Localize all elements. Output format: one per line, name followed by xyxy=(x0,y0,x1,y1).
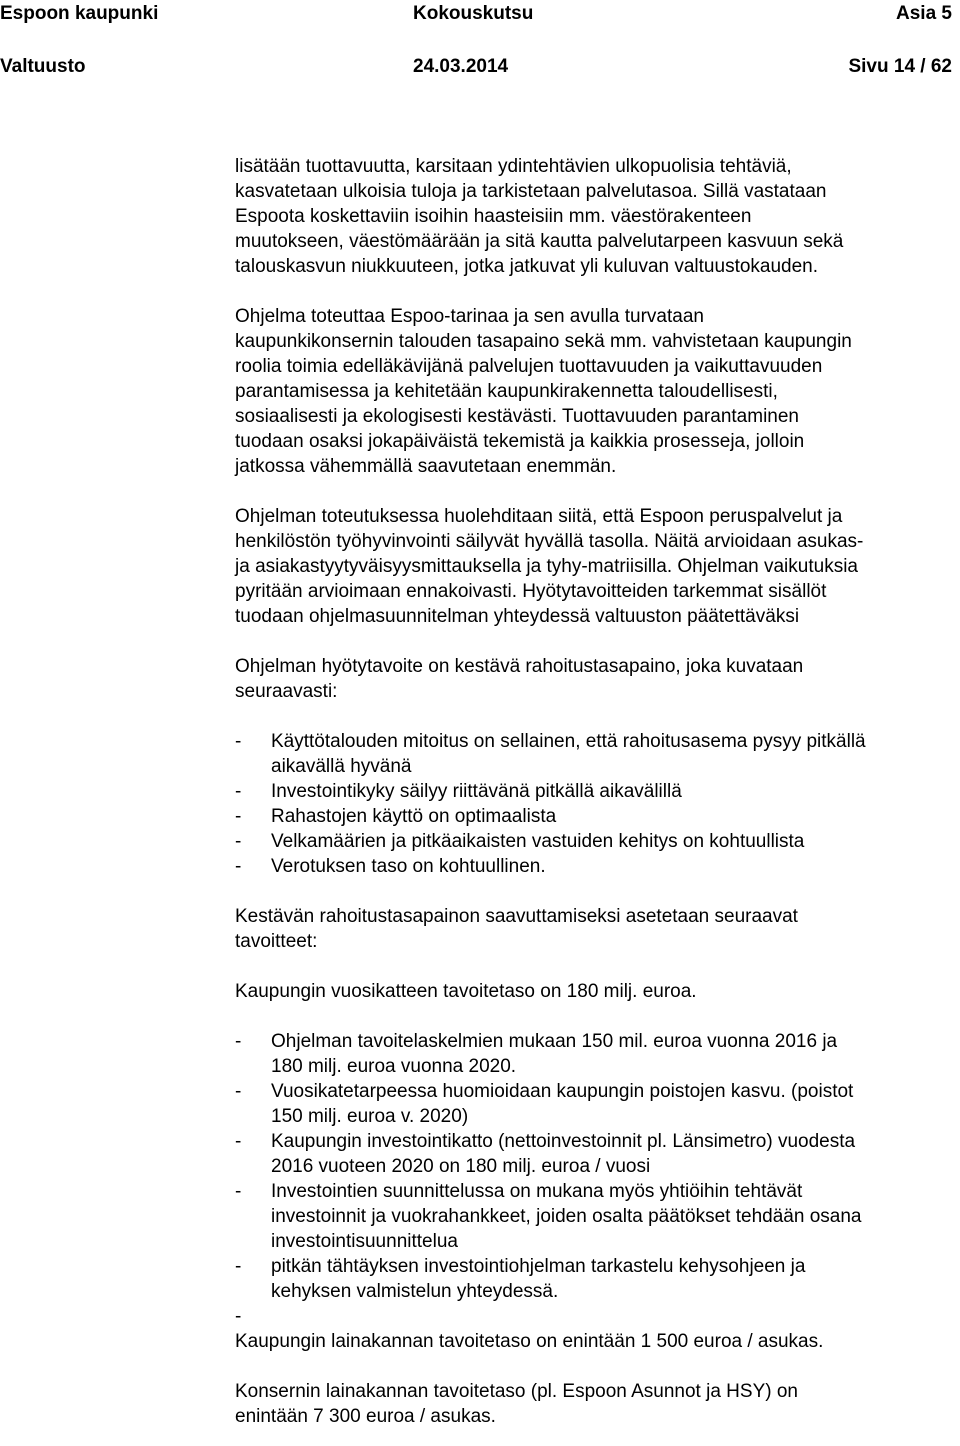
list-item-text: Verotuksen taso on kohtuullinen. xyxy=(271,856,546,877)
list-item xyxy=(235,1129,957,1179)
header-date: 24.03.2014 xyxy=(413,56,509,77)
goals-list xyxy=(235,729,957,879)
paragraph-4: Ohjelman hyötytavoite on kestävä rahoitustasapaino, joka kuvataan seuraavasti: xyxy=(235,656,804,702)
dash-marker: - xyxy=(235,1131,242,1152)
dash-marker: - xyxy=(235,1081,242,1102)
dash-marker: - xyxy=(235,1256,242,1277)
header-org: Espoon kaupunki xyxy=(0,3,159,24)
list-item xyxy=(235,729,957,779)
list-item-text: Ohjelman tavoitelaskelmien mukaan 150 mil. euroa vuonna 2016 ja 180 milj. euroa vuonna 2020. xyxy=(271,1031,838,1077)
list-item-text: Kaupungin investointikatto (nettoinvestoinnit pl. Länsimetro) vuodesta 2016 vuoteen 2020 on 180 milj. euroa / vuosi xyxy=(271,1131,856,1177)
list-item-text: pitkän tähtäyksen investointiohjelman tarkastelu kehysohjeen ja kehyksen valmistelun yhteydessä. xyxy=(271,1256,806,1302)
header-body: Valtuusto xyxy=(0,56,86,77)
list-item xyxy=(235,1304,957,1329)
list-item xyxy=(235,1254,957,1304)
header-page: Sivu 14 / 62 xyxy=(848,56,952,77)
list-item-text: Rahastojen käyttö on optimaalista xyxy=(271,806,557,827)
list-item xyxy=(235,829,957,854)
list-item xyxy=(235,779,957,804)
header-row-1 xyxy=(0,2,960,30)
list-item xyxy=(235,1079,957,1129)
dash-marker: - xyxy=(235,781,242,802)
paragraph-7: Kaupungin lainakannan tavoitetaso on enintään 1 500 euroa / asukas. xyxy=(235,1331,824,1352)
header-item: Asia 5 xyxy=(896,3,952,24)
list-item xyxy=(235,1029,957,1079)
list-item-text: Velkamäärien ja pitkäaikaisten vastuiden kehitys on kohtuullista xyxy=(271,831,805,852)
dash-marker: - xyxy=(235,1181,242,1202)
dash-marker: - xyxy=(235,806,242,827)
document-body xyxy=(235,154,957,1429)
targets-list xyxy=(235,1029,957,1329)
list-item xyxy=(235,1179,957,1254)
paragraph-3: Ohjelman toteutuksessa huolehditaan siitä, että Espoon peruspalvelut ja henkilöstön työhyvinvointi säilyvät hyvällä tasolla. Näitä arvioidaan asukas- ja asiakastyytyväisyysmittauksella ja tyhy-matriisilla. Ohjelman vaikutuksia pyritään arvioimaan ennakoivasti. Hyötytavoitteiden tarkemmat sisällöt tuodaan ohjelmasuunnitelman yhteydessä valtuuston päätettäväksi xyxy=(235,506,864,627)
paragraph-6: Kaupungin vuosikatteen tavoitetaso on 180 milj. euroa. xyxy=(235,981,697,1002)
paragraph-8: Konsernin lainakannan tavoitetaso (pl. Espoon Asunnot ja HSY) on enintään 7 300 euroa / asukas. xyxy=(235,1381,798,1427)
dash-marker: - xyxy=(235,831,242,852)
dash-marker: - xyxy=(235,1306,242,1327)
paragraph-5: Kestävän rahoitustasapainon saavuttamiseksi asetetaan seuraavat tavoitteet: xyxy=(235,906,798,952)
list-item-text: Investointikyky säilyy riittävänä pitkällä aikavälillä xyxy=(271,781,682,802)
dash-marker: - xyxy=(235,1031,242,1052)
paragraph-2: Ohjelma toteuttaa Espoo-tarinaa ja sen avulla turvataan kaupunkikonsernin talouden tasapaino sekä mm. vahvistetaan kaupungin roolia toimia edelläkävijänä palvelujen tuottavuuden ja vaikuttavuuden parantamisessa ja kehitetään kaupunkirakennetta taloudellisesti, sosiaalisesti ja ekologisesti kestävästi. Tuottavuuden parantaminen tuodaan osaksi jokapäiväistä tekemistä ja kaikkia prosesseja, jolloin jatkossa vähemmällä saavutetaan enemmän. xyxy=(235,306,852,477)
list-item-text: Investointien suunnittelussa on mukana myös yhtiöihin tehtävät investoinnit ja vuokrahankkeet, joiden osalta päätökset tehdään osana investointisuunnittelua xyxy=(271,1181,862,1252)
dash-marker: - xyxy=(235,731,242,752)
list-item xyxy=(235,804,957,829)
dash-marker: - xyxy=(235,856,242,877)
header-doc-type: Kokouskutsu xyxy=(413,3,534,24)
list-item-text: Käyttötalouden mitoitus on sellainen, että rahoitusasema pysyy pitkällä aikavällä hyvänä xyxy=(271,731,866,777)
header-row-2 xyxy=(0,55,960,83)
list-item-text: Vuosikatetarpeessa huomioidaan kaupungin poistojen kasvu. (poistot 150 milj. euroa v. 2020) xyxy=(271,1081,854,1127)
paragraph-1: lisätään tuottavuutta, karsitaan ydintehtävien ulkopuolisia tehtäviä, kasvatetaan ulkoisia tuloja ja tarkistetaan palvelutasoa. Sillä vastataan Espoota koskettaviin isoihin haasteisiin mm. väestörakenteen muutokseen, väestömäärään ja sitä kautta palvelutarpeen kasvuun sekä talouskasvun niukkuuteen, jotka jatkuvat yli kuluvan valtuustokauden. xyxy=(235,156,844,277)
list-item xyxy=(235,854,957,879)
